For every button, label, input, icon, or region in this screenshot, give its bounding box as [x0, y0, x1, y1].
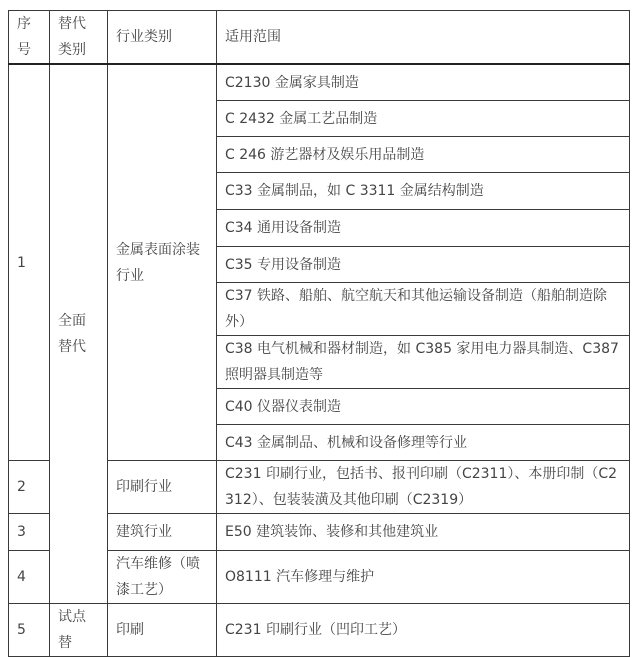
replacement-type-cell: 试点替 [50, 604, 108, 657]
scope-cell: C 2432 金属工艺品制造 [217, 101, 630, 137]
row-index: 3 [9, 514, 50, 551]
scope-cell: C33 金属制品，如 C 3311 金属结构制造 [217, 173, 630, 210]
scope-cell: C38 电气机械和器材制造，如 C385 家用电力器具制造、C387 照明器具制造等 [217, 336, 630, 389]
industry-cell: 金属表面涂装行业 [108, 64, 217, 461]
row-index: 2 [9, 461, 50, 514]
table-header-row [9, 11, 630, 65]
header-replacement-type: 替代类别 [50, 11, 108, 65]
row-index: 4 [9, 551, 50, 604]
replacement-scope-table [8, 10, 630, 657]
row-index: 1 [9, 64, 50, 461]
industry-cell: 建筑行业 [108, 514, 217, 551]
scope-cell: C34 通用设备制造 [217, 210, 630, 247]
header-scope: 适用范围 [217, 11, 630, 65]
row-index: 5 [9, 604, 50, 657]
scope-cell: C231 印刷行业（凹印工艺） [217, 604, 630, 657]
scope-cell: C2130 金属家具制造 [217, 64, 630, 101]
table-row [9, 604, 630, 657]
scope-cell: C35 专用设备制造 [217, 247, 630, 283]
scope-cell: C231 印刷行业，包括书、报刊印刷（C2311）、本册印制（C2312）、包装装潢及其他印刷（C2319） [217, 461, 630, 514]
scope-cell: C40 仪器仪表制造 [217, 389, 630, 425]
scope-cell: O8111 汽车修理与维护 [217, 551, 630, 604]
industry-cell: 印刷 [108, 604, 217, 657]
scope-cell: E50 建筑装饰、装修和其他建筑业 [217, 514, 630, 551]
scope-cell: C43 金属制品、机械和设备修理等行业 [217, 425, 630, 461]
header-index: 序号 [9, 11, 50, 65]
scope-cell: C 246 游艺器材及娱乐用品制造 [217, 137, 630, 173]
replacement-type-cell: 全面替代 [50, 64, 108, 604]
table-row [9, 64, 630, 101]
scope-cell: C37 铁路、船舶、航空航天和其他运输设备制造（船舶制造除外） [217, 283, 630, 336]
header-industry-category: 行业类别 [108, 11, 217, 65]
industry-cell: 汽车维修（喷漆工艺） [108, 551, 217, 604]
industry-cell: 印刷行业 [108, 461, 217, 514]
